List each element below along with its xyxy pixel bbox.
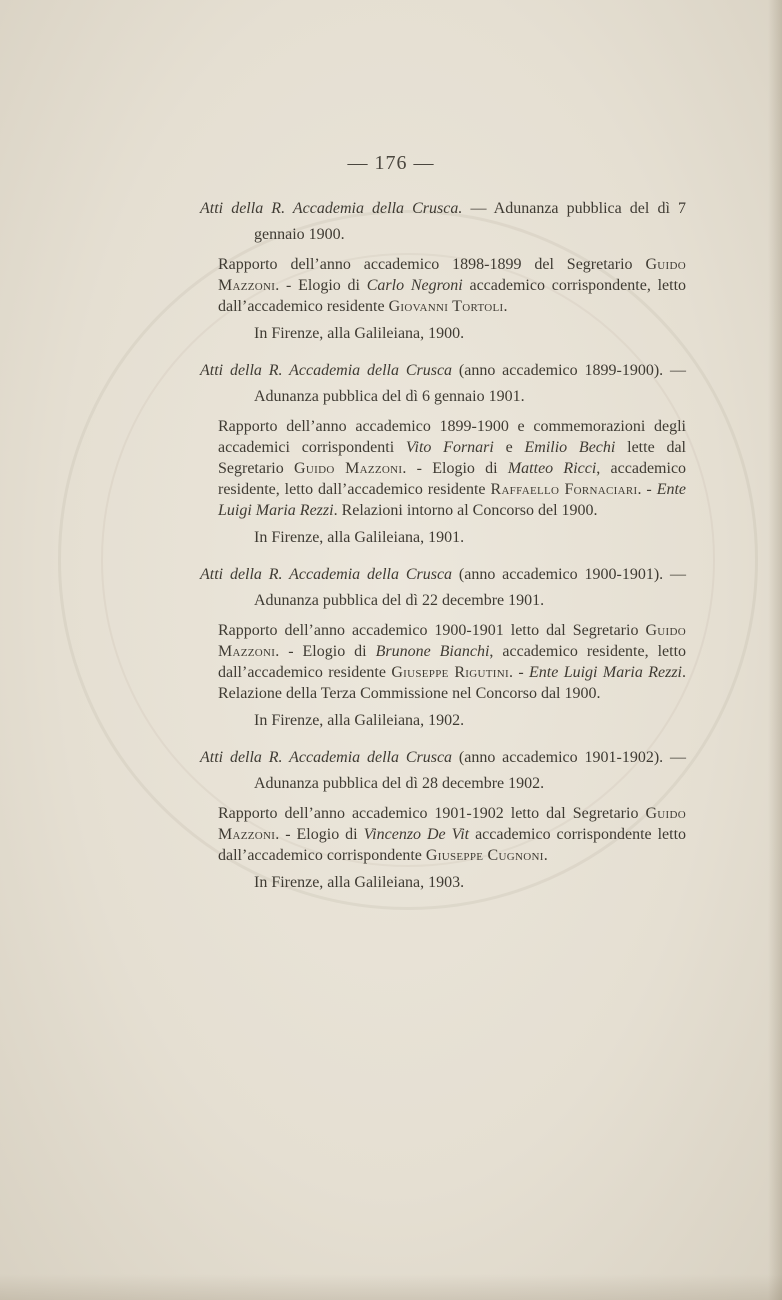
italic-name: Ente Luigi Maria Rezzi bbox=[529, 664, 682, 681]
entry-imprint: In Firenze, alla Galileiana, 1901. bbox=[254, 529, 465, 546]
page-edge-shadow bbox=[768, 0, 782, 1300]
entry-description bbox=[218, 416, 686, 521]
entry-title bbox=[200, 196, 686, 248]
text-run: Rapporto dell’anno accademico 1899-1900 e commemorazioni degli accademici corrispondenti bbox=[218, 418, 686, 456]
entry-imprint: In Firenze, alla Galileiana, 1902. bbox=[254, 712, 465, 729]
page-bottom-shadow bbox=[0, 1274, 782, 1300]
smallcaps-name: Giovanni Tortoli bbox=[388, 298, 504, 315]
text-run: . - Elogio di bbox=[275, 277, 367, 294]
entry-title bbox=[200, 562, 686, 614]
text-run: , accademico residente, letto dall’accademico residente bbox=[218, 643, 687, 681]
entry-title bbox=[200, 358, 686, 410]
entry-description bbox=[218, 803, 686, 866]
italic-name: Brunone Bianchi bbox=[375, 643, 490, 660]
entry-title-italic: Atti della R. Accademia della Crusca bbox=[200, 749, 453, 766]
entry-title-italic: Atti della R. Accademia della Crusca bbox=[200, 362, 453, 379]
entry-title-rest: (anno accademico 1901-1902). — Adunanza pubblica del dì 28 decembre 1902. bbox=[254, 749, 686, 792]
text-run: , accademico residente, letto dall’accademico residente bbox=[218, 460, 687, 498]
italic-name: Matteo Ricci bbox=[507, 460, 597, 477]
entry-title bbox=[200, 745, 686, 797]
page-number: — 176 — bbox=[347, 152, 435, 174]
text-run: . Relazione della Terza Commissione nel Concorso dal 1900. bbox=[218, 664, 686, 702]
text-run: e bbox=[493, 439, 525, 456]
smallcaps-name: Raffaello Fornaciari bbox=[490, 481, 638, 498]
text-run: accademico corrispondente, letto dall’accademico residente bbox=[218, 277, 687, 315]
text-run: . - Elogio di bbox=[402, 460, 508, 477]
entry-title-italic: Atti della R. Accademia della Crusca bbox=[200, 566, 453, 583]
bibliography-entry bbox=[200, 562, 686, 731]
text-run: Rapporto dell’anno accademico 1900-1901 letto dal Segretario bbox=[218, 622, 646, 639]
text-run: . - Elogio di bbox=[275, 643, 376, 660]
text-run: . bbox=[503, 298, 508, 315]
entry-imprint: In Firenze, alla Galileiana, 1903. bbox=[254, 874, 465, 891]
smallcaps-name: Guido Mazzoni bbox=[218, 256, 686, 294]
bibliography-list bbox=[200, 196, 686, 907]
text-run: . - bbox=[637, 481, 657, 498]
entry-title-rest: (anno accademico 1899-1900). — Adunanza pubblica del dì 6 gennaio 1901. bbox=[254, 362, 686, 405]
entry-title-rest: (anno accademico 1900-1901). — Adunanza pubblica del dì 22 decembre 1901. bbox=[254, 566, 686, 609]
entry-imprint: In Firenze, alla Galileiana, 1900. bbox=[254, 325, 465, 342]
text-run: Rapporto dell’anno accademico 1901-1902 letto dal Segretario bbox=[218, 805, 646, 822]
smallcaps-name: Guido Mazzoni bbox=[218, 805, 686, 843]
text-run: . - Elogio di bbox=[275, 826, 364, 843]
bibliography-entry bbox=[200, 358, 686, 548]
smallcaps-name: Guido Mazzoni bbox=[294, 460, 403, 477]
italic-name: Ente Luigi Maria Rezzi bbox=[218, 481, 687, 519]
bibliography-entry bbox=[200, 745, 686, 893]
italic-name: Carlo Negroni bbox=[366, 277, 463, 294]
text-run: lette dal Segretario bbox=[218, 439, 686, 477]
text-run: Rapporto dell’anno accademico 1898-1899 del Segretario bbox=[218, 256, 646, 273]
italic-name: Vito Fornari bbox=[405, 439, 494, 456]
text-run: . - bbox=[508, 664, 530, 681]
smallcaps-name: Giuseppe Rigutini bbox=[391, 664, 509, 681]
text-run: . bbox=[543, 847, 548, 864]
bibliography-entry bbox=[200, 196, 686, 344]
text-run: accademico corrispondente letto dall’accademico corrispondente bbox=[218, 826, 687, 864]
entry-title-italic: Atti della R. Accademia della Crusca. bbox=[200, 200, 463, 217]
smallcaps-name: Giuseppe Cugnoni bbox=[425, 847, 544, 864]
italic-name: Emilio Bechi bbox=[524, 439, 616, 456]
smallcaps-name: Guido Mazzoni bbox=[218, 622, 686, 660]
entry-description bbox=[218, 254, 686, 317]
entry-title-rest: — Adunanza pubblica del dì 7 gennaio 1900. bbox=[254, 200, 686, 243]
italic-name: Vincenzo De Vit bbox=[363, 826, 470, 843]
text-run: . Relazioni intorno al Concorso del 1900. bbox=[333, 502, 598, 519]
entry-description bbox=[218, 620, 686, 704]
